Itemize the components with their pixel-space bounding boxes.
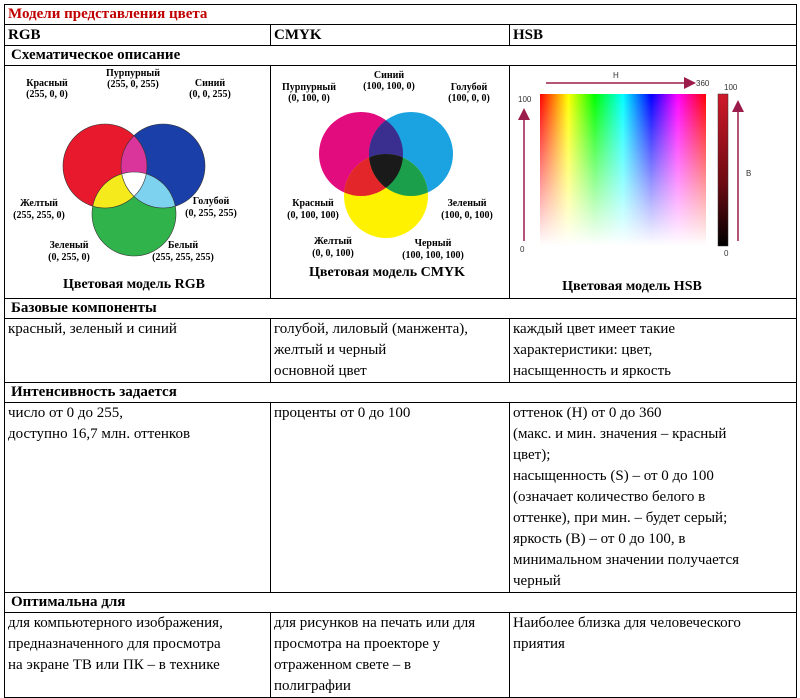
components-row bbox=[5, 319, 797, 383]
intensity-rgb-line: число от 0 до 255, bbox=[8, 405, 123, 421]
optimal-rgb bbox=[5, 613, 271, 698]
cmyk-label-red: Красный bbox=[292, 198, 334, 209]
intensity-hsb-line: черный bbox=[513, 573, 561, 589]
intensity-hsb-line: цвет); bbox=[513, 447, 551, 463]
hsb-saturation-overlay bbox=[540, 94, 706, 246]
section-components: Базовые компоненты bbox=[5, 299, 797, 319]
cmyk-venn-diagram bbox=[271, 66, 503, 298]
cmyk-label-magenta: Пурпурный bbox=[282, 82, 336, 93]
optimal-row bbox=[5, 613, 797, 698]
column-header-hsb: HSB bbox=[510, 25, 797, 46]
optimal-rgb-line: для компьютерного изображения, bbox=[8, 615, 223, 631]
intensity-rgb bbox=[5, 403, 271, 593]
intensity-hsb-line: минимальном значении получается bbox=[513, 552, 740, 568]
optimal-hsb bbox=[510, 613, 797, 698]
optimal-cmyk bbox=[271, 613, 510, 698]
color-models-table bbox=[4, 4, 797, 698]
components-hsb bbox=[510, 319, 797, 383]
components-cmyk-line: основной цвет bbox=[274, 363, 367, 379]
column-header-rgb: RGB bbox=[5, 25, 271, 46]
optimal-hsb-line: Наиболее близка для человеческого bbox=[513, 615, 741, 631]
components-hsb-line: насыщенность и яркость bbox=[513, 363, 671, 379]
intensity-hsb bbox=[510, 403, 797, 593]
column-header-cmyk: CMYK bbox=[271, 25, 510, 46]
intensity-hsb-line: оттенок (H) от 0 до 360 bbox=[513, 405, 662, 421]
intensity-hsb-line: (означает количество белого в bbox=[513, 489, 706, 505]
rgb-diagram-cell bbox=[5, 66, 271, 299]
rgb-label-red: Красный bbox=[26, 78, 68, 89]
rgb-value-green: (0, 255, 0) bbox=[48, 252, 90, 263]
components-cmyk-line: голубой, лиловый (манжента), bbox=[274, 321, 469, 337]
hsb-diagram-cell bbox=[510, 66, 797, 299]
optimal-rgb-line: предназначенного для просмотра bbox=[8, 636, 221, 652]
rgb-label-green: Зеленый bbox=[49, 240, 89, 251]
hsb-right-axis: B bbox=[746, 169, 752, 178]
cmyk-value-red: (0, 100, 100) bbox=[287, 210, 339, 221]
optimal-cmyk-line: отраженном свете – в bbox=[274, 657, 412, 673]
rgb-value-blue: (0, 0, 255) bbox=[189, 89, 231, 100]
rgb-label-yellow: Желтый bbox=[20, 198, 58, 209]
hsb-caption: Цветовая модель HSB bbox=[562, 279, 702, 294]
rgb-label-white: Белый bbox=[167, 240, 199, 251]
intensity-hsb-line: яркость (B) – от 0 до 100, в bbox=[513, 531, 686, 547]
components-cmyk bbox=[271, 319, 510, 383]
intensity-hsb-line: насыщенность (S) – от 0 до 100 bbox=[513, 468, 714, 484]
cmyk-value-yellow: (0, 0, 100) bbox=[312, 248, 354, 259]
hsb-left-top: 100 bbox=[518, 95, 532, 104]
rgb-label-blue: Синий bbox=[194, 78, 226, 89]
rgb-label-cyan: Голубой bbox=[192, 196, 230, 207]
cmyk-value-green: (100, 0, 100) bbox=[441, 210, 493, 221]
cmyk-label-blue: Синий bbox=[373, 70, 405, 81]
cmyk-value-magenta: (0, 100, 0) bbox=[288, 93, 330, 104]
cmyk-label-green: Зеленый bbox=[447, 198, 487, 209]
optimal-cmyk-line: полиграфии bbox=[274, 678, 351, 694]
hsb-brightness-bar bbox=[718, 94, 728, 246]
cmyk-diagram-cell bbox=[271, 66, 510, 299]
cmyk-value-cyan: (100, 0, 0) bbox=[448, 93, 490, 104]
cmyk-value-black: (100, 100, 100) bbox=[402, 250, 464, 261]
cmyk-label-yellow: Желтый bbox=[314, 236, 352, 247]
cmyk-value-blue: (100, 100, 0) bbox=[363, 81, 415, 92]
intensity-hsb-line: оттенке), при мин. – будет серый; bbox=[513, 510, 728, 526]
rgb-value-white: (255, 255, 255) bbox=[152, 252, 214, 263]
hsb-diagram bbox=[510, 66, 791, 298]
rgb-value-magenta: (255, 0, 255) bbox=[107, 79, 159, 90]
intensity-hsb-line: (макс. и мин. значения – красный bbox=[513, 426, 727, 442]
hsb-right-bottom: 0 bbox=[724, 249, 729, 258]
components-rgb bbox=[5, 319, 271, 383]
section-schematic: Схематическое описание bbox=[5, 46, 797, 66]
section-optimal: Оптимальна для bbox=[5, 593, 797, 613]
rgb-label-magenta: Пурпурный bbox=[106, 68, 160, 79]
rgb-value-red: (255, 0, 0) bbox=[26, 89, 68, 100]
cmyk-label-cyan: Голубой bbox=[450, 82, 488, 93]
optimal-hsb-line: приятия bbox=[513, 636, 565, 652]
intensity-row bbox=[5, 403, 797, 593]
components-rgb-line: красный, зеленый и синий bbox=[8, 321, 177, 337]
optimal-cmyk-line: для рисунков на печать или для bbox=[274, 615, 476, 631]
hsb-right-top: 100 bbox=[724, 83, 738, 92]
rgb-venn-diagram bbox=[5, 66, 263, 298]
components-hsb-line: характеристики: цвет, bbox=[513, 342, 653, 358]
rgb-value-yellow: (255, 255, 0) bbox=[13, 210, 65, 221]
components-cmyk-line: желтый и черный bbox=[274, 342, 387, 358]
hsb-h-label: H bbox=[613, 71, 619, 80]
table-title: Модели представления цвета bbox=[5, 5, 797, 25]
optimal-rgb-line: на экране ТВ или ПК – в технике bbox=[8, 657, 220, 673]
hsb-h-max: 360 bbox=[696, 79, 710, 88]
cmyk-caption: Цветовая модель CMYK bbox=[309, 265, 465, 280]
intensity-cmyk bbox=[271, 403, 510, 593]
cmyk-label-black: Черный bbox=[414, 238, 452, 249]
optimal-cmyk-line: просмотра на проекторе у bbox=[274, 636, 441, 652]
hsb-left-bottom: 0 bbox=[520, 245, 525, 254]
intensity-cmyk-line: проценты от 0 до 100 bbox=[274, 405, 411, 421]
rgb-caption: Цветовая модель RGB bbox=[63, 277, 205, 292]
intensity-rgb-line: доступно 16,7 млн. оттенков bbox=[8, 426, 191, 442]
components-hsb-line: каждый цвет имеет такие bbox=[513, 321, 676, 337]
rgb-value-cyan: (0, 255, 255) bbox=[185, 208, 237, 219]
section-intensity: Интенсивность задается bbox=[5, 383, 797, 403]
